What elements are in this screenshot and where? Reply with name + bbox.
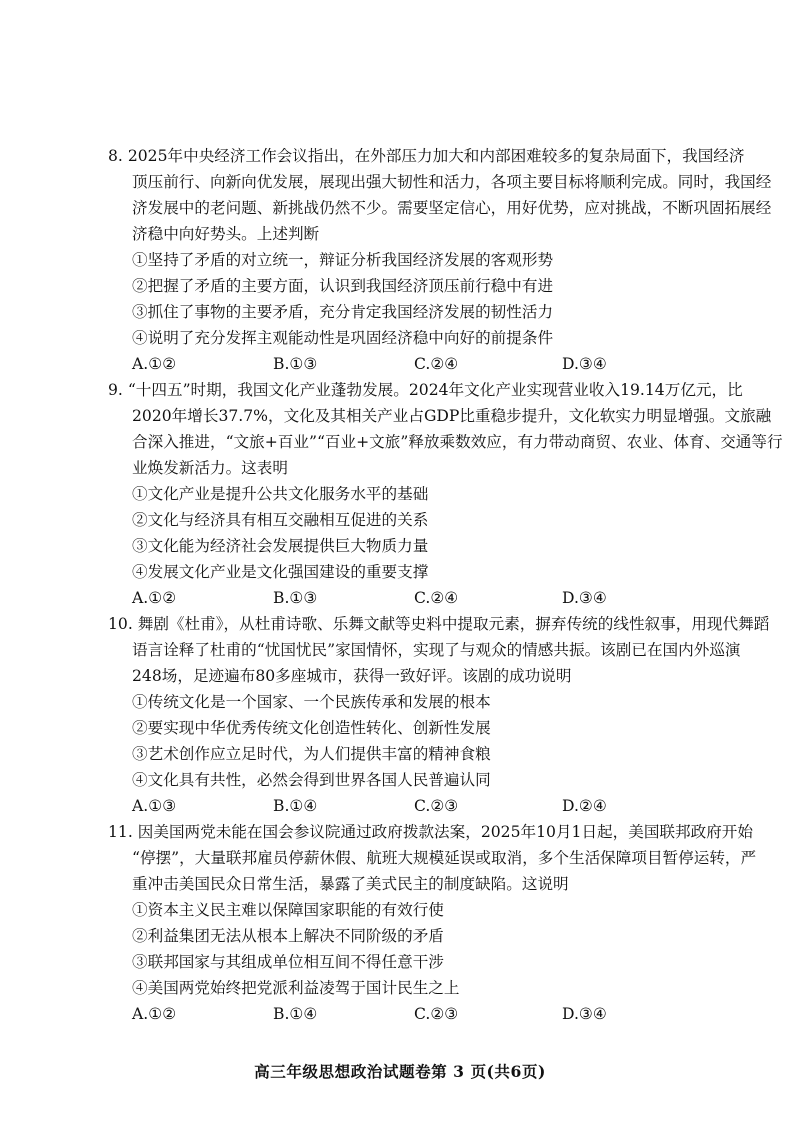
answer-choices (132, 351, 692, 377)
answer-choice-c[interactable]: C.②③ (414, 1005, 459, 1023)
answer-choices (132, 793, 692, 819)
page-footer: 高三年级思想政治试题卷第 3 页(共6页) (254, 1062, 546, 1081)
question-stem-line: 248场，足迹遍布80多座城市，获得一致好评。该剧的成功说明 (132, 667, 572, 685)
answer-choice-b[interactable]: B.①④ (273, 797, 318, 815)
question-stem-line: 2020年增长37.7%，文化及其相关产业占GDP比重稳步提升，文化软实力明显增强。文旅融 (132, 407, 772, 425)
question-stem-line: 济发展中的老问题、新挑战仍然不少。需要坚定信心，用好优势，应对挑战，不断巩固拓展经 (132, 199, 772, 217)
question-stem-line: 9. “十四五”时期，我国文化产业蓬勃发展。2024年文化产业实现营业收入19.14万亿元，比 (108, 381, 743, 399)
question-stem-line: 重冲击美国民众日常生活，暴露了美式民主的制度缺陷。这说明 (132, 875, 569, 893)
answer-choice-c[interactable]: C.②④ (414, 355, 459, 373)
answer-choices (132, 1001, 692, 1027)
statement-option: ②要实现中华优秀传统文化创造性转化、创新性发展 (132, 719, 491, 737)
statement-option: ④文化具有共性，必然会得到世界各国人民普遍认同 (132, 771, 491, 789)
answer-choice-c[interactable]: C.②③ (414, 797, 459, 815)
statement-option: ①传统文化是一个国家、一个民族传承和发展的根本 (132, 693, 491, 711)
statement-option: ③抓住了事物的主要矛盾，充分肯定我国经济发展的韧性活力 (132, 303, 554, 321)
statement-option: ④说明了充分发挥主观能动性是巩固经济稳中向好的前提条件 (132, 329, 554, 347)
answer-choices (132, 585, 692, 611)
statement-option: ①文化产业是提升公共文化服务水平的基础 (132, 485, 429, 503)
answer-choice-b[interactable]: B.①④ (273, 1005, 318, 1023)
question-stem-line: 济稳中向好势头。上述判断 (132, 225, 320, 243)
question-stem-line: 合深入推进，“文旅+百业”“百业+文旅”释放乘数效应，有力带动商贸、农业、体育、交通等行 (132, 433, 783, 451)
statement-option: ③联邦国家与其组成单位相互间不得任意干涉 (132, 953, 444, 971)
question-stem-line: 语言诠释了杜甫的“忧国忧民”家国情怀，实现了与观众的情感共振。该剧已在国内外巡演 (132, 641, 741, 659)
answer-choice-d[interactable]: D.③④ (562, 1005, 607, 1023)
answer-choice-d[interactable]: D.②④ (562, 797, 607, 815)
question-stem-line: “停摆”，大量联邦雇员停薪休假、航班大规模延误或取消，多个生活保障项目暂停运转，严 (132, 849, 757, 867)
question-stem-line: 10. 舞剧《杜甫》，从杜甫诗歌、乐舞文献等史料中提取元素，摒弃传统的线性叙事，用现代舞蹈 (108, 615, 770, 633)
answer-choice-d[interactable]: D.③④ (562, 355, 607, 373)
question-stem-line: 8. 2025年中央经济工作会议指出，在外部压力加大和内部困难较多的复杂局面下，我国经济 (108, 147, 745, 165)
statement-option: ②利益集团无法从根本上解决不同阶级的矛盾 (132, 927, 444, 945)
statement-option: ③文化能为经济社会发展提供巨大物质力量 (132, 537, 429, 555)
statement-option: ④美国两党始终把党派利益凌驾于国计民生之上 (132, 979, 460, 997)
statement-option: ②文化与经济具有相互交融相互促进的关系 (132, 511, 429, 529)
statement-option: ②把握了矛盾的主要方面，认识到我国经济顶压前行稳中有进 (132, 277, 554, 295)
statement-option: ①坚持了矛盾的对立统一，辩证分析我国经济发展的客观形势 (132, 251, 554, 269)
answer-choice-d[interactable]: D.③④ (562, 589, 607, 607)
answer-choice-a[interactable]: A.①③ (132, 797, 177, 815)
statement-option: ③艺术创作应立足时代，为人们提供丰富的精神食粮 (132, 745, 491, 763)
question-stem-line: 11. 因美国两党未能在国会参议院通过政府拨款法案，2025年10月1日起，美国联邦政府开始 (108, 823, 753, 841)
answer-choice-b[interactable]: B.①③ (273, 355, 318, 373)
answer-choice-a[interactable]: A.①② (132, 355, 177, 373)
question-stem-line: 业焕发新活力。这表明 (132, 459, 288, 477)
answer-choice-c[interactable]: C.②④ (414, 589, 459, 607)
answer-choice-b[interactable]: B.①③ (273, 589, 318, 607)
answer-choice-a[interactable]: A.①② (132, 1005, 177, 1023)
statement-option: ①资本主义民主难以保障国家职能的有效行使 (132, 901, 444, 919)
question-stem-line: 顶压前行、向新向优发展，展现出强大韧性和活力，各项主要目标将顺利完成。同时，我国经 (132, 173, 772, 191)
statement-option: ④发展文化产业是文化强国建设的重要支撑 (132, 563, 429, 581)
answer-choice-a[interactable]: A.①② (132, 589, 177, 607)
